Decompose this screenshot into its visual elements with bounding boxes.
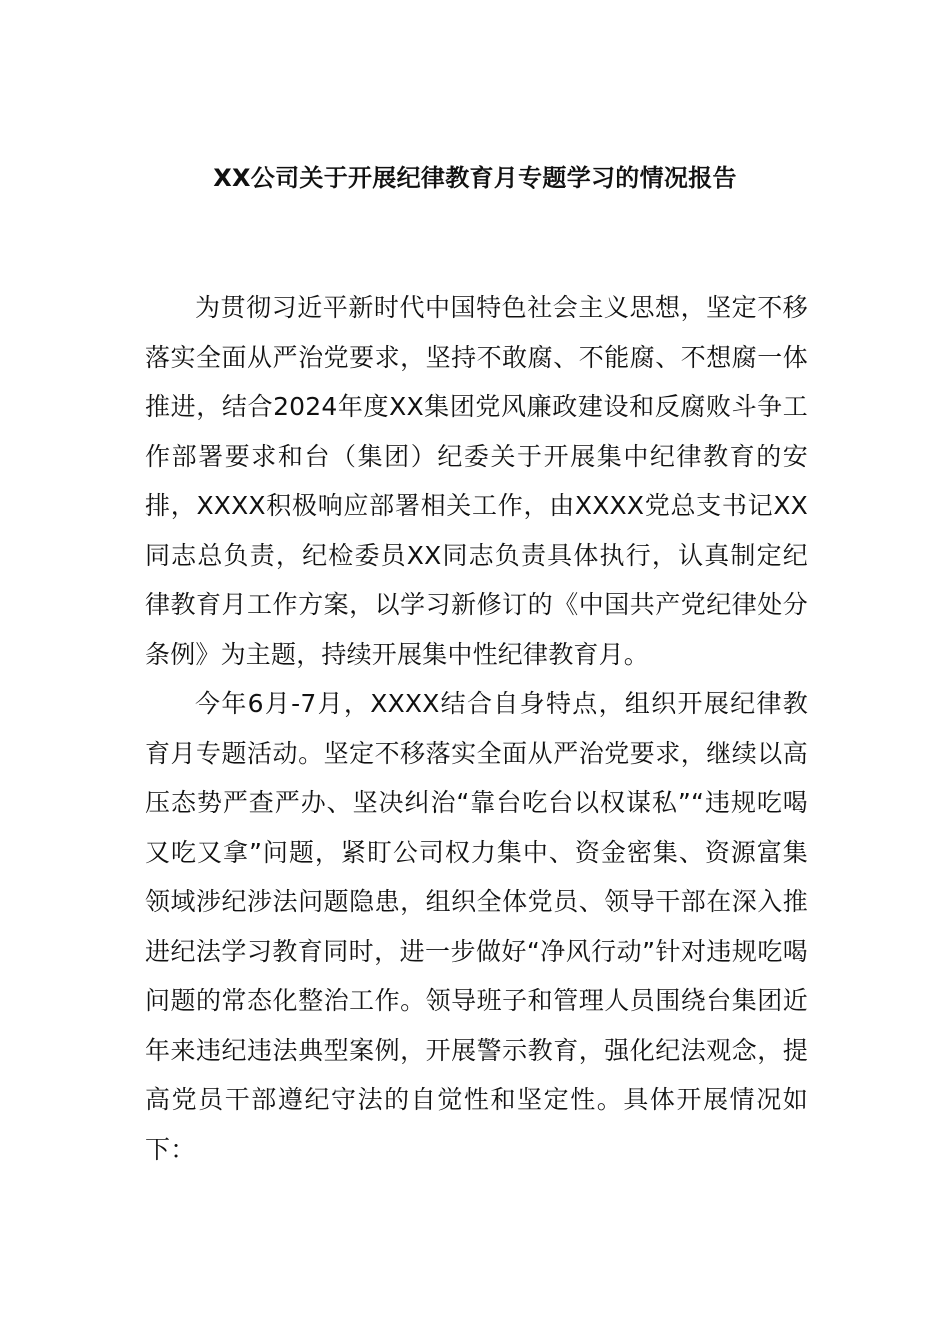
document-body xyxy=(145,283,808,1174)
paragraph-2: 今年6月-7月，XXXX结合自身特点，组织开展纪律教育月专题活动。坚定不移落实全面从严治党要求，继续以高压态势严查严办、坚决纠治“靠台吃台以权谋私”“违规吃喝又吃又拿”问题，紧盯公司权力集中、资金密集、资源富集领域涉纪涉法问题隐患，组织全体党员、领导干部在深入推进纪法学习教育同时，进一步做好“净风行动”针对违规吃喝问题的常态化整治工作。领导班子和管理人员围绕台集团近年来违纪违法典型案例，开展警示教育，强化纪法观念，提高党员干部遵纪守法的自觉性和坚定性。具体开展情况如下： xyxy=(145,689,808,1164)
paragraph-1: 为贯彻习近平新时代中国特色社会主义思想，坚定不移落实全面从严治党要求，坚持不敢腐、不能腐、不想腐一体推进，结合2024年度XX集团党风廉政建设和反腐败斗争工作部署要求和台（集团）纪委关于开展集中纪律教育的安排，XXXX积极响应部署相关工作，由XXXX党总支书记XX同志总负责，纪检委员XX同志负责具体执行，认真制定纪律教育月工作方案，以学习新修订的《中国共产党纪律处分条例》为主题，持续开展集中性纪律教育月。 xyxy=(145,293,808,669)
document-title: XX公司关于开展纪律教育月专题学习的情况报告 xyxy=(213,164,737,192)
